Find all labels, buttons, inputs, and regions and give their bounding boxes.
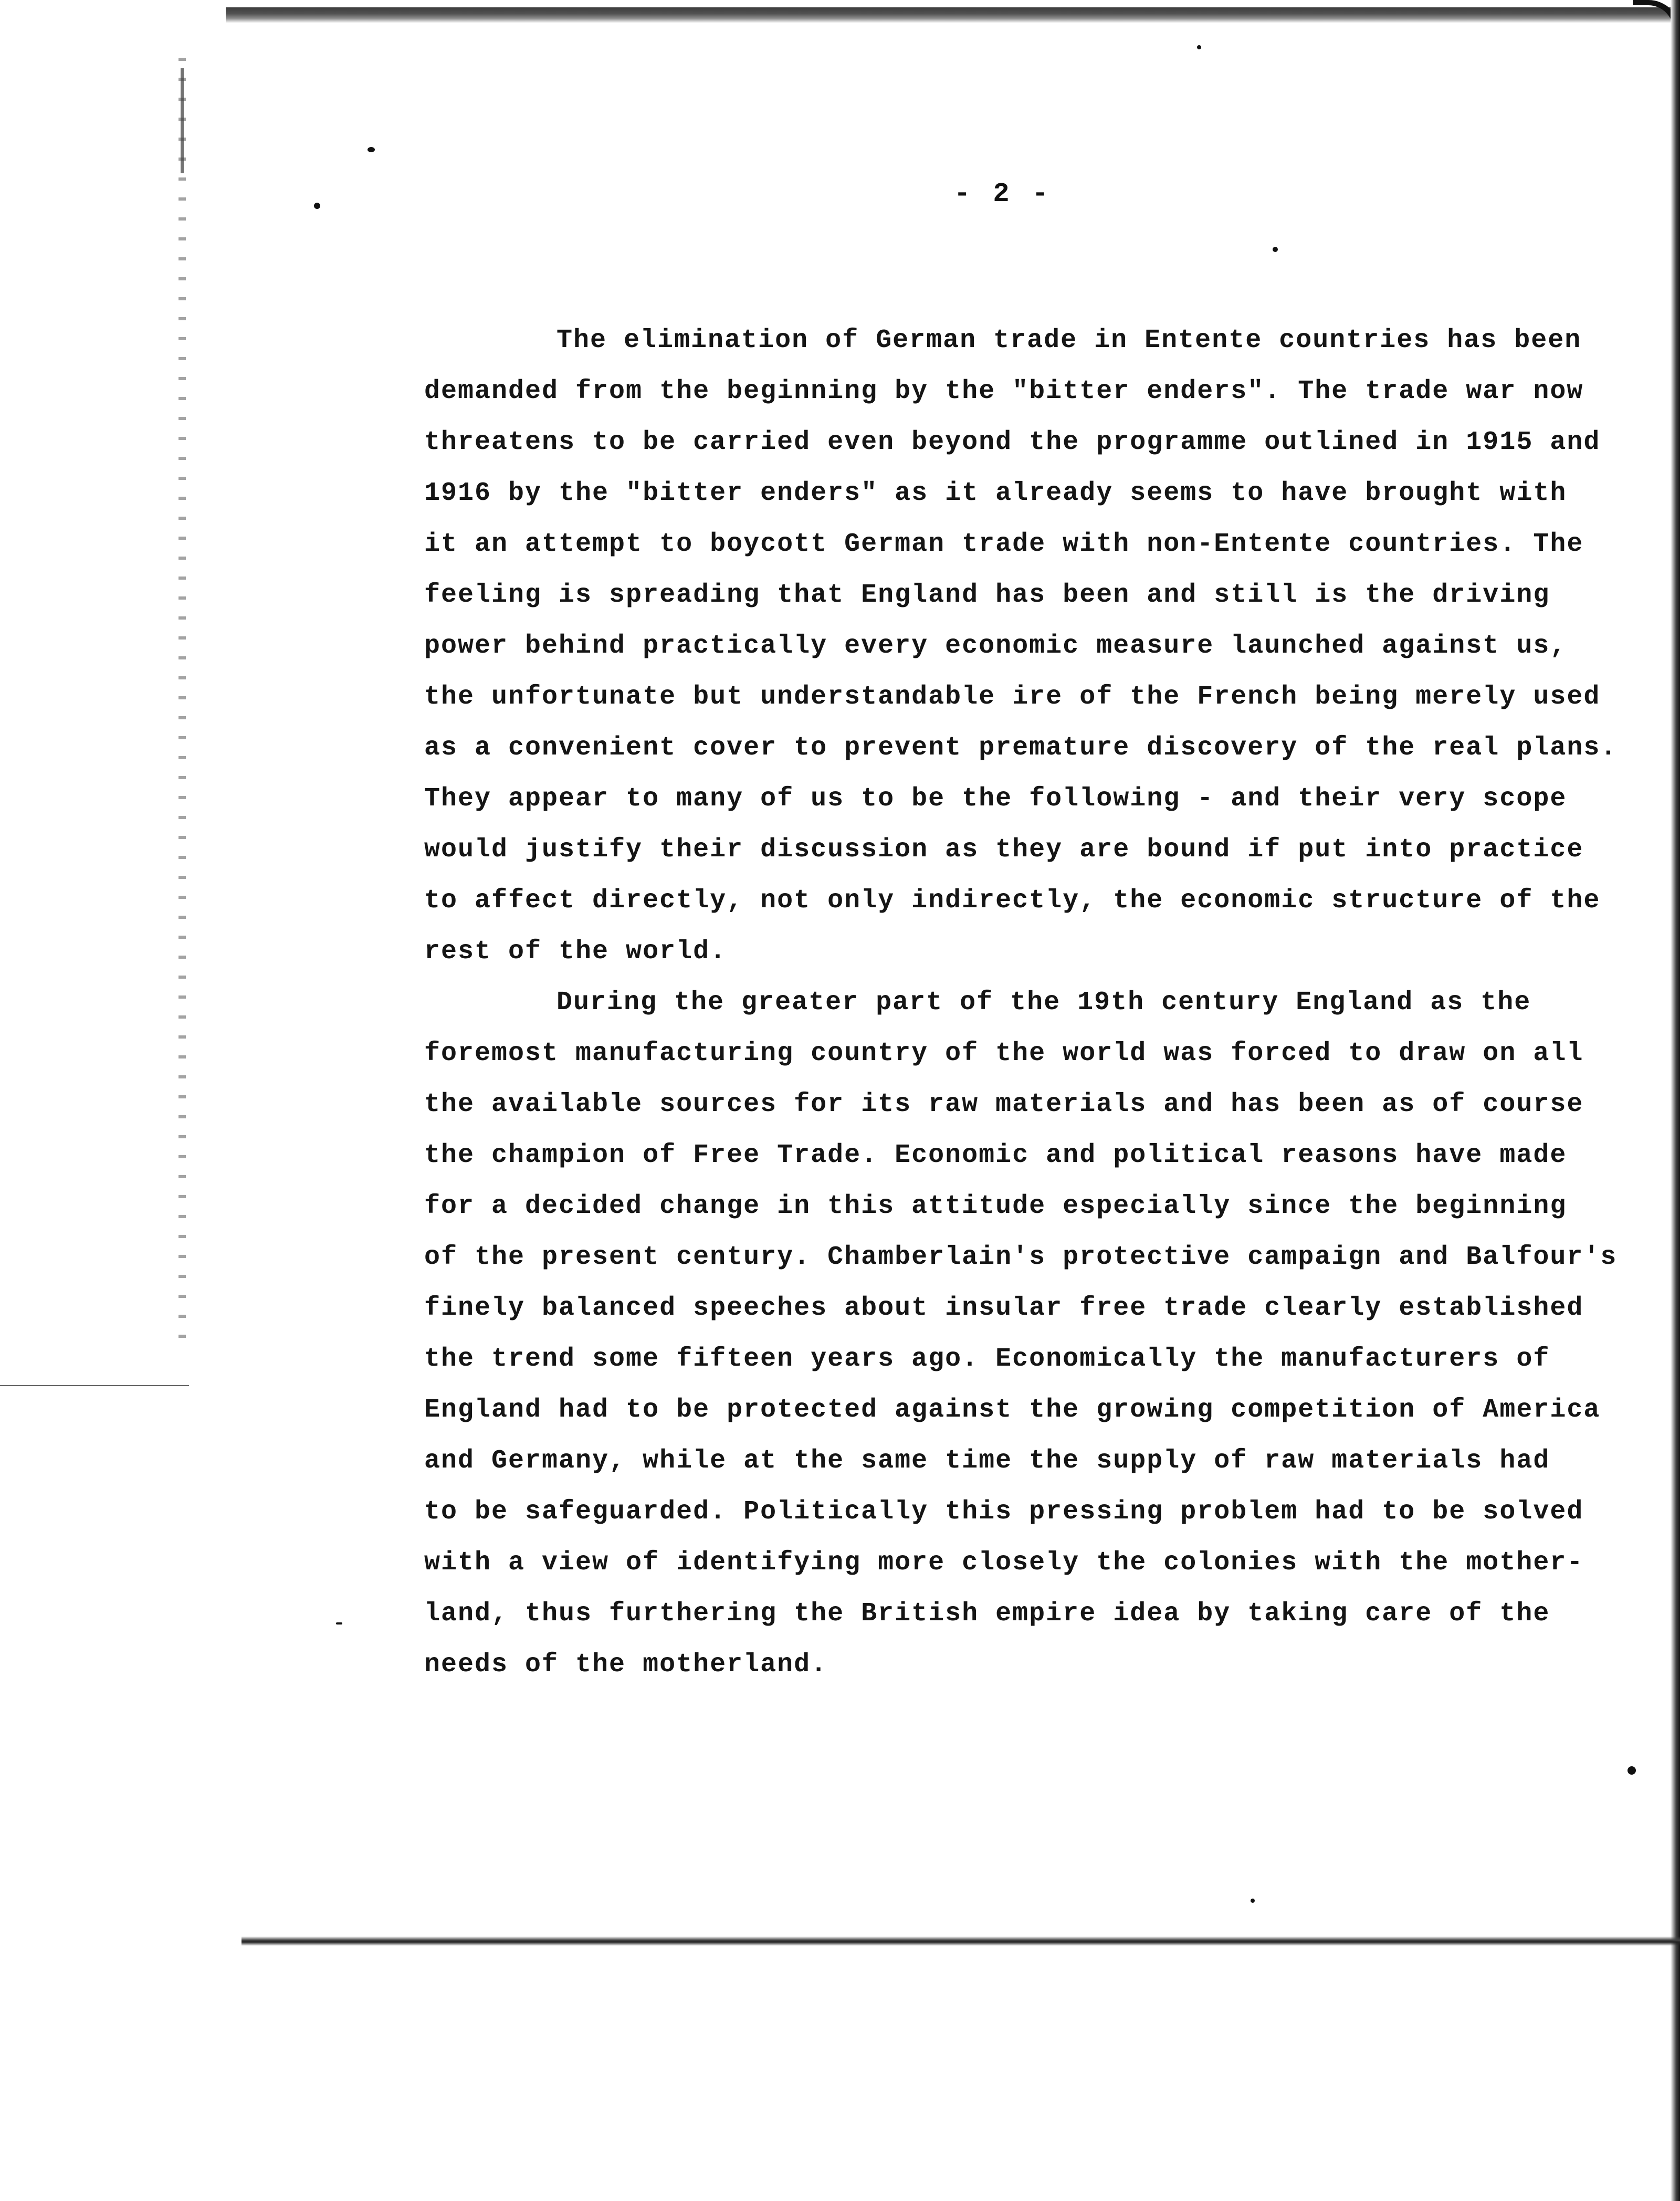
text-line: to be safeguarded. Politically this pressing problem had to be solved xyxy=(424,1497,1584,1527)
text-line: demanded from the beginning by the "bitter enders". The trade war now xyxy=(424,376,1584,406)
text-line: the champion of Free Trade. Economic and political reasons have made xyxy=(424,1140,1567,1170)
text-line: power behind practically every economic measure launched against us, xyxy=(424,631,1567,661)
text-line: with a view of identifying more closely the colonies with the mother- xyxy=(424,1548,1584,1578)
text-line: finely balanced speeches about insular free trade clearly established xyxy=(424,1293,1584,1323)
text-line: needs of the motherland. xyxy=(424,1650,828,1680)
text-line: They appear to many of us to be the following - and their very scope xyxy=(424,784,1567,814)
scan-speck xyxy=(1628,1766,1636,1775)
text-line: it an attempt to boycott German trade with non-Entente countries. The xyxy=(424,529,1584,559)
text-line: 1916 by the "bitter enders" as it already seems to have brought with xyxy=(424,478,1567,508)
text-line: of the present century. Chamberlain's protective campaign and Balfour's xyxy=(424,1242,1618,1272)
text-line: land, thus furthering the British empire idea by taking care of the xyxy=(424,1599,1550,1629)
text-line: to affect directly, not only indirectly, the economic structure of the xyxy=(424,886,1601,916)
scan-speck xyxy=(1273,247,1278,252)
text-line: would justify their discussion as they are bound if put into practice xyxy=(424,835,1584,865)
text-line: the unfortunate but understandable ire of the French being merely used xyxy=(424,682,1601,712)
paragraph-1 xyxy=(424,315,1618,977)
text-line: England had to be protected against the growing competition of America xyxy=(424,1395,1601,1425)
scan-binding-strip xyxy=(178,58,186,1349)
page-number: - 2 - xyxy=(953,179,1052,209)
text-line: feeling is spreading that England has been and still is the driving xyxy=(424,580,1550,610)
scan-left-rule xyxy=(0,1385,189,1386)
scan-speck xyxy=(1197,45,1201,49)
text-line: rest of the world. xyxy=(424,937,727,967)
text-line: foremost manufacturing country of the world was forced to draw on all xyxy=(424,1039,1584,1068)
scan-speck xyxy=(368,147,375,152)
scan-speck xyxy=(1251,1899,1255,1903)
text-line: and Germany, while at the same time the supply of raw materials had xyxy=(424,1446,1550,1476)
text-line: The elimination of German trade in Entente countries has been xyxy=(556,326,1582,355)
text-line: threatens to be carried even beyond the programme outlined in 1915 and xyxy=(424,427,1601,457)
scan-binding-mark xyxy=(181,68,184,173)
text-line: the available sources for its raw materials and has been as of course xyxy=(424,1089,1584,1119)
paragraph-2 xyxy=(424,977,1618,1690)
body-text xyxy=(424,315,1618,1690)
scan-speck xyxy=(336,1622,342,1624)
scan-right-edge xyxy=(1671,0,1680,2201)
scan-speck xyxy=(314,203,320,209)
text-line: as a convenient cover to prevent premature discovery of the real plans. xyxy=(424,733,1618,763)
text-line: During the greater part of the 19th century England as the xyxy=(556,988,1531,1018)
scan-bottom-edge xyxy=(242,1936,1680,1946)
text-line: for a decided change in this attitude especially since the beginning xyxy=(424,1191,1567,1221)
text-line: the trend some fifteen years ago. Economically the manufacturers of xyxy=(424,1344,1550,1374)
scan-top-edge xyxy=(226,7,1675,23)
